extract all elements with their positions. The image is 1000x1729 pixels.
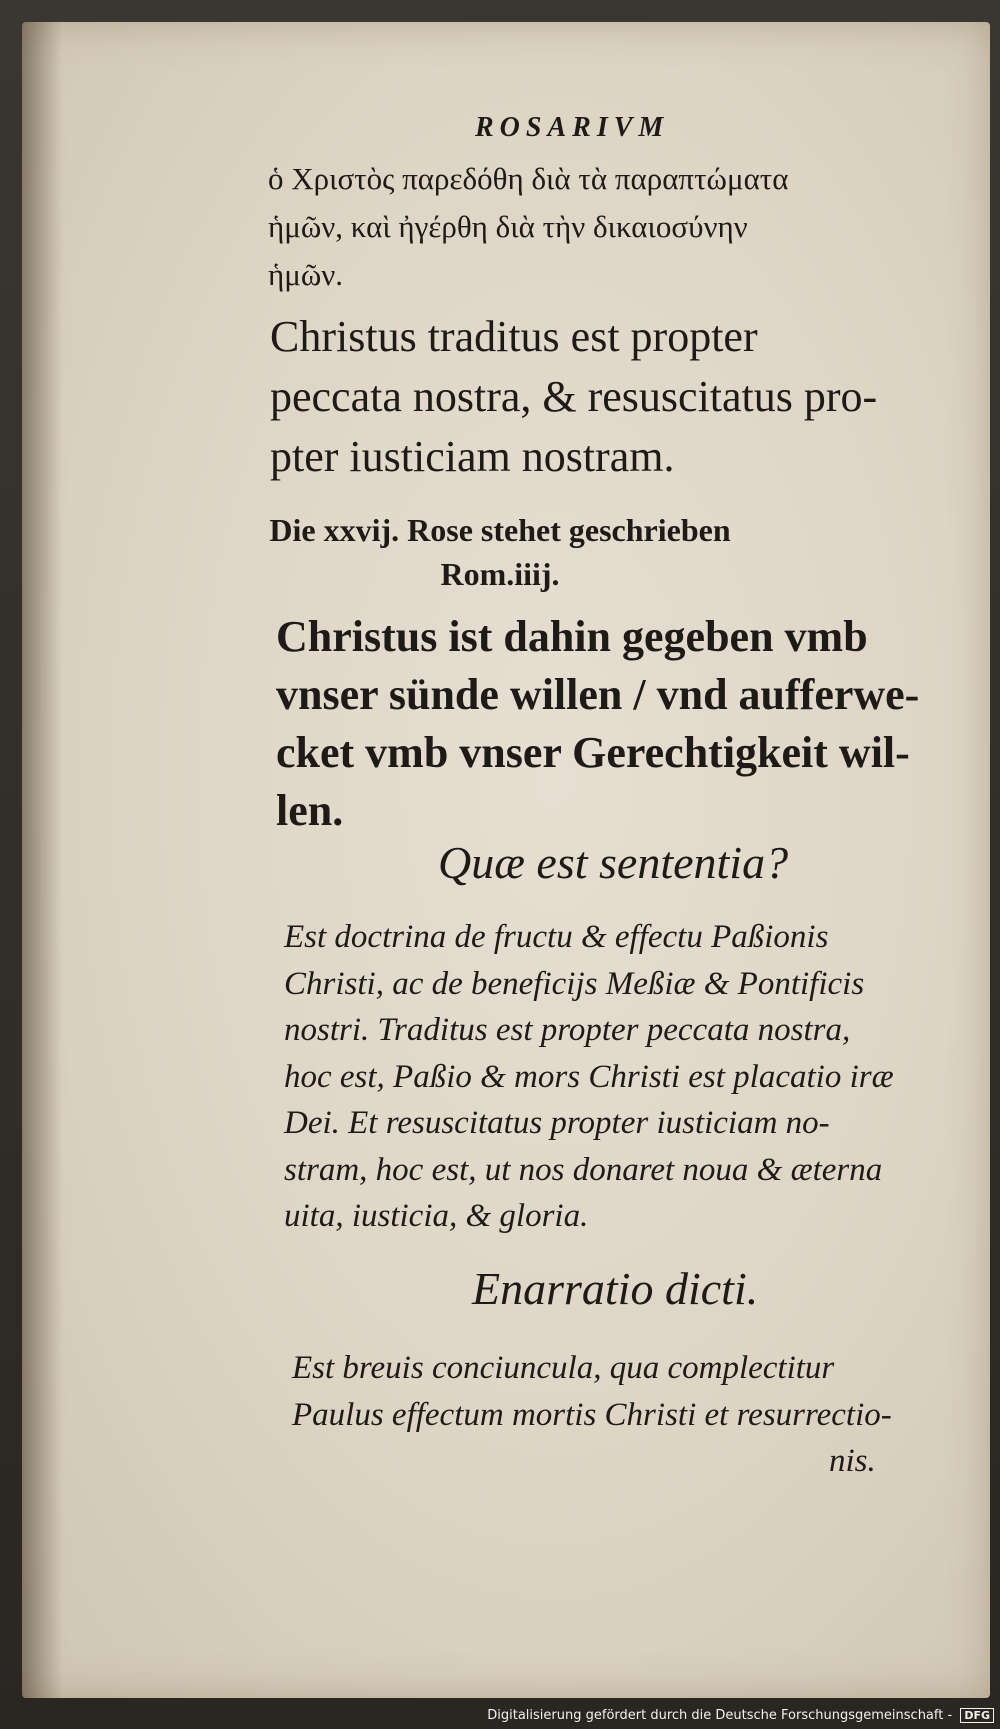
paragraph-line: Paulus effectum mortis Christi et resurrectio- [292, 1396, 892, 1433]
paragraph-line: Christi, ac de beneficijs Meßiæ & Pontificis [284, 965, 865, 1002]
dfg-logo: DFG [960, 1708, 994, 1723]
credit-text: Digitalisierung gefördert durch die Deutsche Forschungsgemeinschaft - [487, 1708, 953, 1723]
latin-line: peccata nostra, & resuscitatus pro- [270, 372, 878, 421]
greek-verse [268, 155, 789, 299]
paragraph-line: stram, hoc est, ut nos donaret noua & æterna [284, 1151, 883, 1188]
digitization-credit [487, 1708, 994, 1723]
paragraph-line: hoc est, Paßio & mors Christi est placatio iræ [284, 1058, 894, 1095]
paragraph-line: uita, iusticia, & gloria. [284, 1198, 589, 1234]
greek-line: ἡμῶν. [268, 257, 344, 292]
german-line: len. [276, 786, 344, 835]
german-heading [0, 508, 1000, 596]
german-line: cket vmb vnser Gerechtigkeit wil- [276, 728, 910, 777]
greek-line: ἡμῶν, καὶ ἠγέρθη διὰ τὴν δικαιοσύνην [268, 209, 748, 244]
german-verse [276, 608, 919, 840]
paragraph-line: Est breuis conciuncula, qua complectitur [292, 1350, 835, 1386]
section-heading-enarratio: Enarratio dicti. [472, 1263, 759, 1314]
latin-verse [270, 307, 877, 487]
running-head: ROSARIVM [475, 112, 670, 143]
greek-line: ὁ Χριστὸς παρεδόθη διὰ τὰ παραπτώματα [268, 161, 789, 196]
german-line: vnser sünde willen / vnd aufferwe- [276, 670, 920, 719]
latin-line: pter iusticiam nostram. [270, 432, 675, 481]
sententia-paragraph [284, 914, 894, 1240]
paragraph-line: nostri. Traditus est propter peccata nostra, [284, 1012, 851, 1048]
enarratio-paragraph [292, 1345, 892, 1485]
latin-line: Christus traditus est propter [270, 312, 758, 361]
paragraph-line: Dei. Et resuscitatus propter iusticiam no- [284, 1105, 830, 1141]
section-heading-sententia: Quæ est sententia? [438, 837, 789, 888]
spine-shadow [22, 22, 62, 1698]
german-heading-line: Rom.iiij. [440, 556, 560, 592]
paragraph-line-last: nis. [829, 1443, 876, 1479]
paragraph-line: Est doctrina de fructu & effectu Paßionis [284, 919, 829, 955]
german-heading-line: Die xxvij. Rose stehet geschrieben [269, 512, 731, 548]
german-line: Christus ist dahin gegeben vmb [276, 612, 868, 661]
